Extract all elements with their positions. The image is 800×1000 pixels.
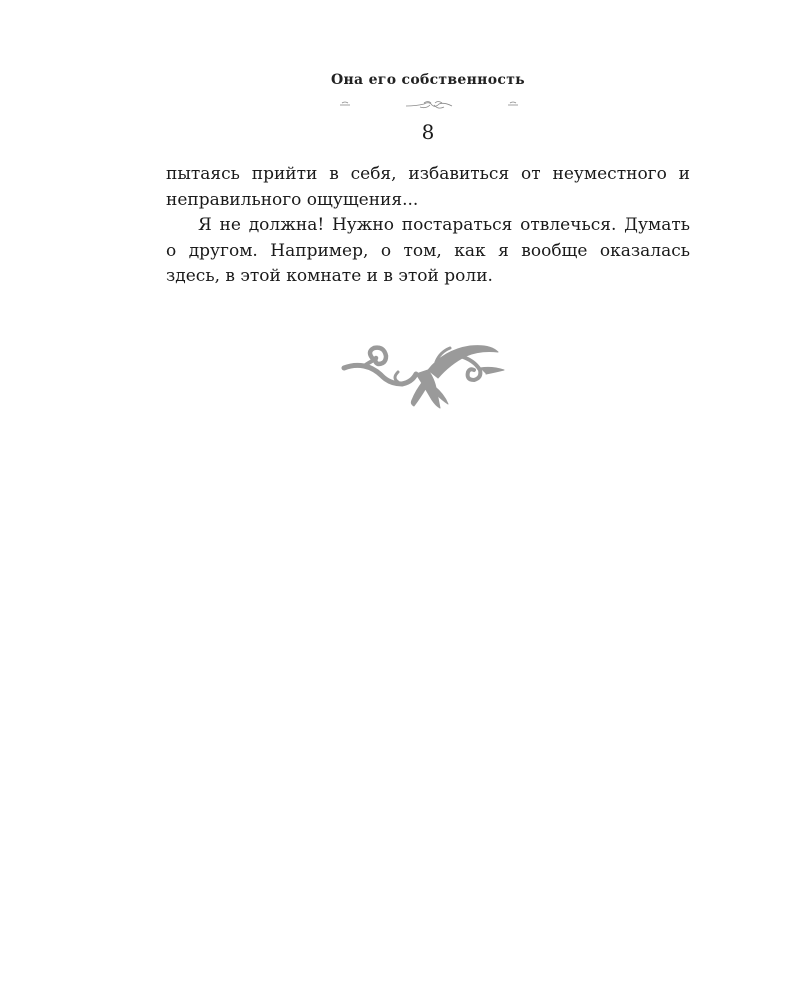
body-text (166, 162, 690, 290)
flourish-rule-icon (336, 99, 522, 111)
page-number: 8 (421, 120, 435, 144)
paragraph: Я не должна! Нужно постараться отвлечься. Думать о другом. Например, о том, как я вообще оказалась здесь, в этой комнате и в этой роли. (166, 215, 690, 286)
running-header-title: Она его собственность (331, 72, 525, 88)
floral-ornament-icon (340, 342, 512, 412)
paragraph: пытаясь прийти в себя, избавиться от неуместного и неправильного ощущения... (166, 164, 690, 210)
